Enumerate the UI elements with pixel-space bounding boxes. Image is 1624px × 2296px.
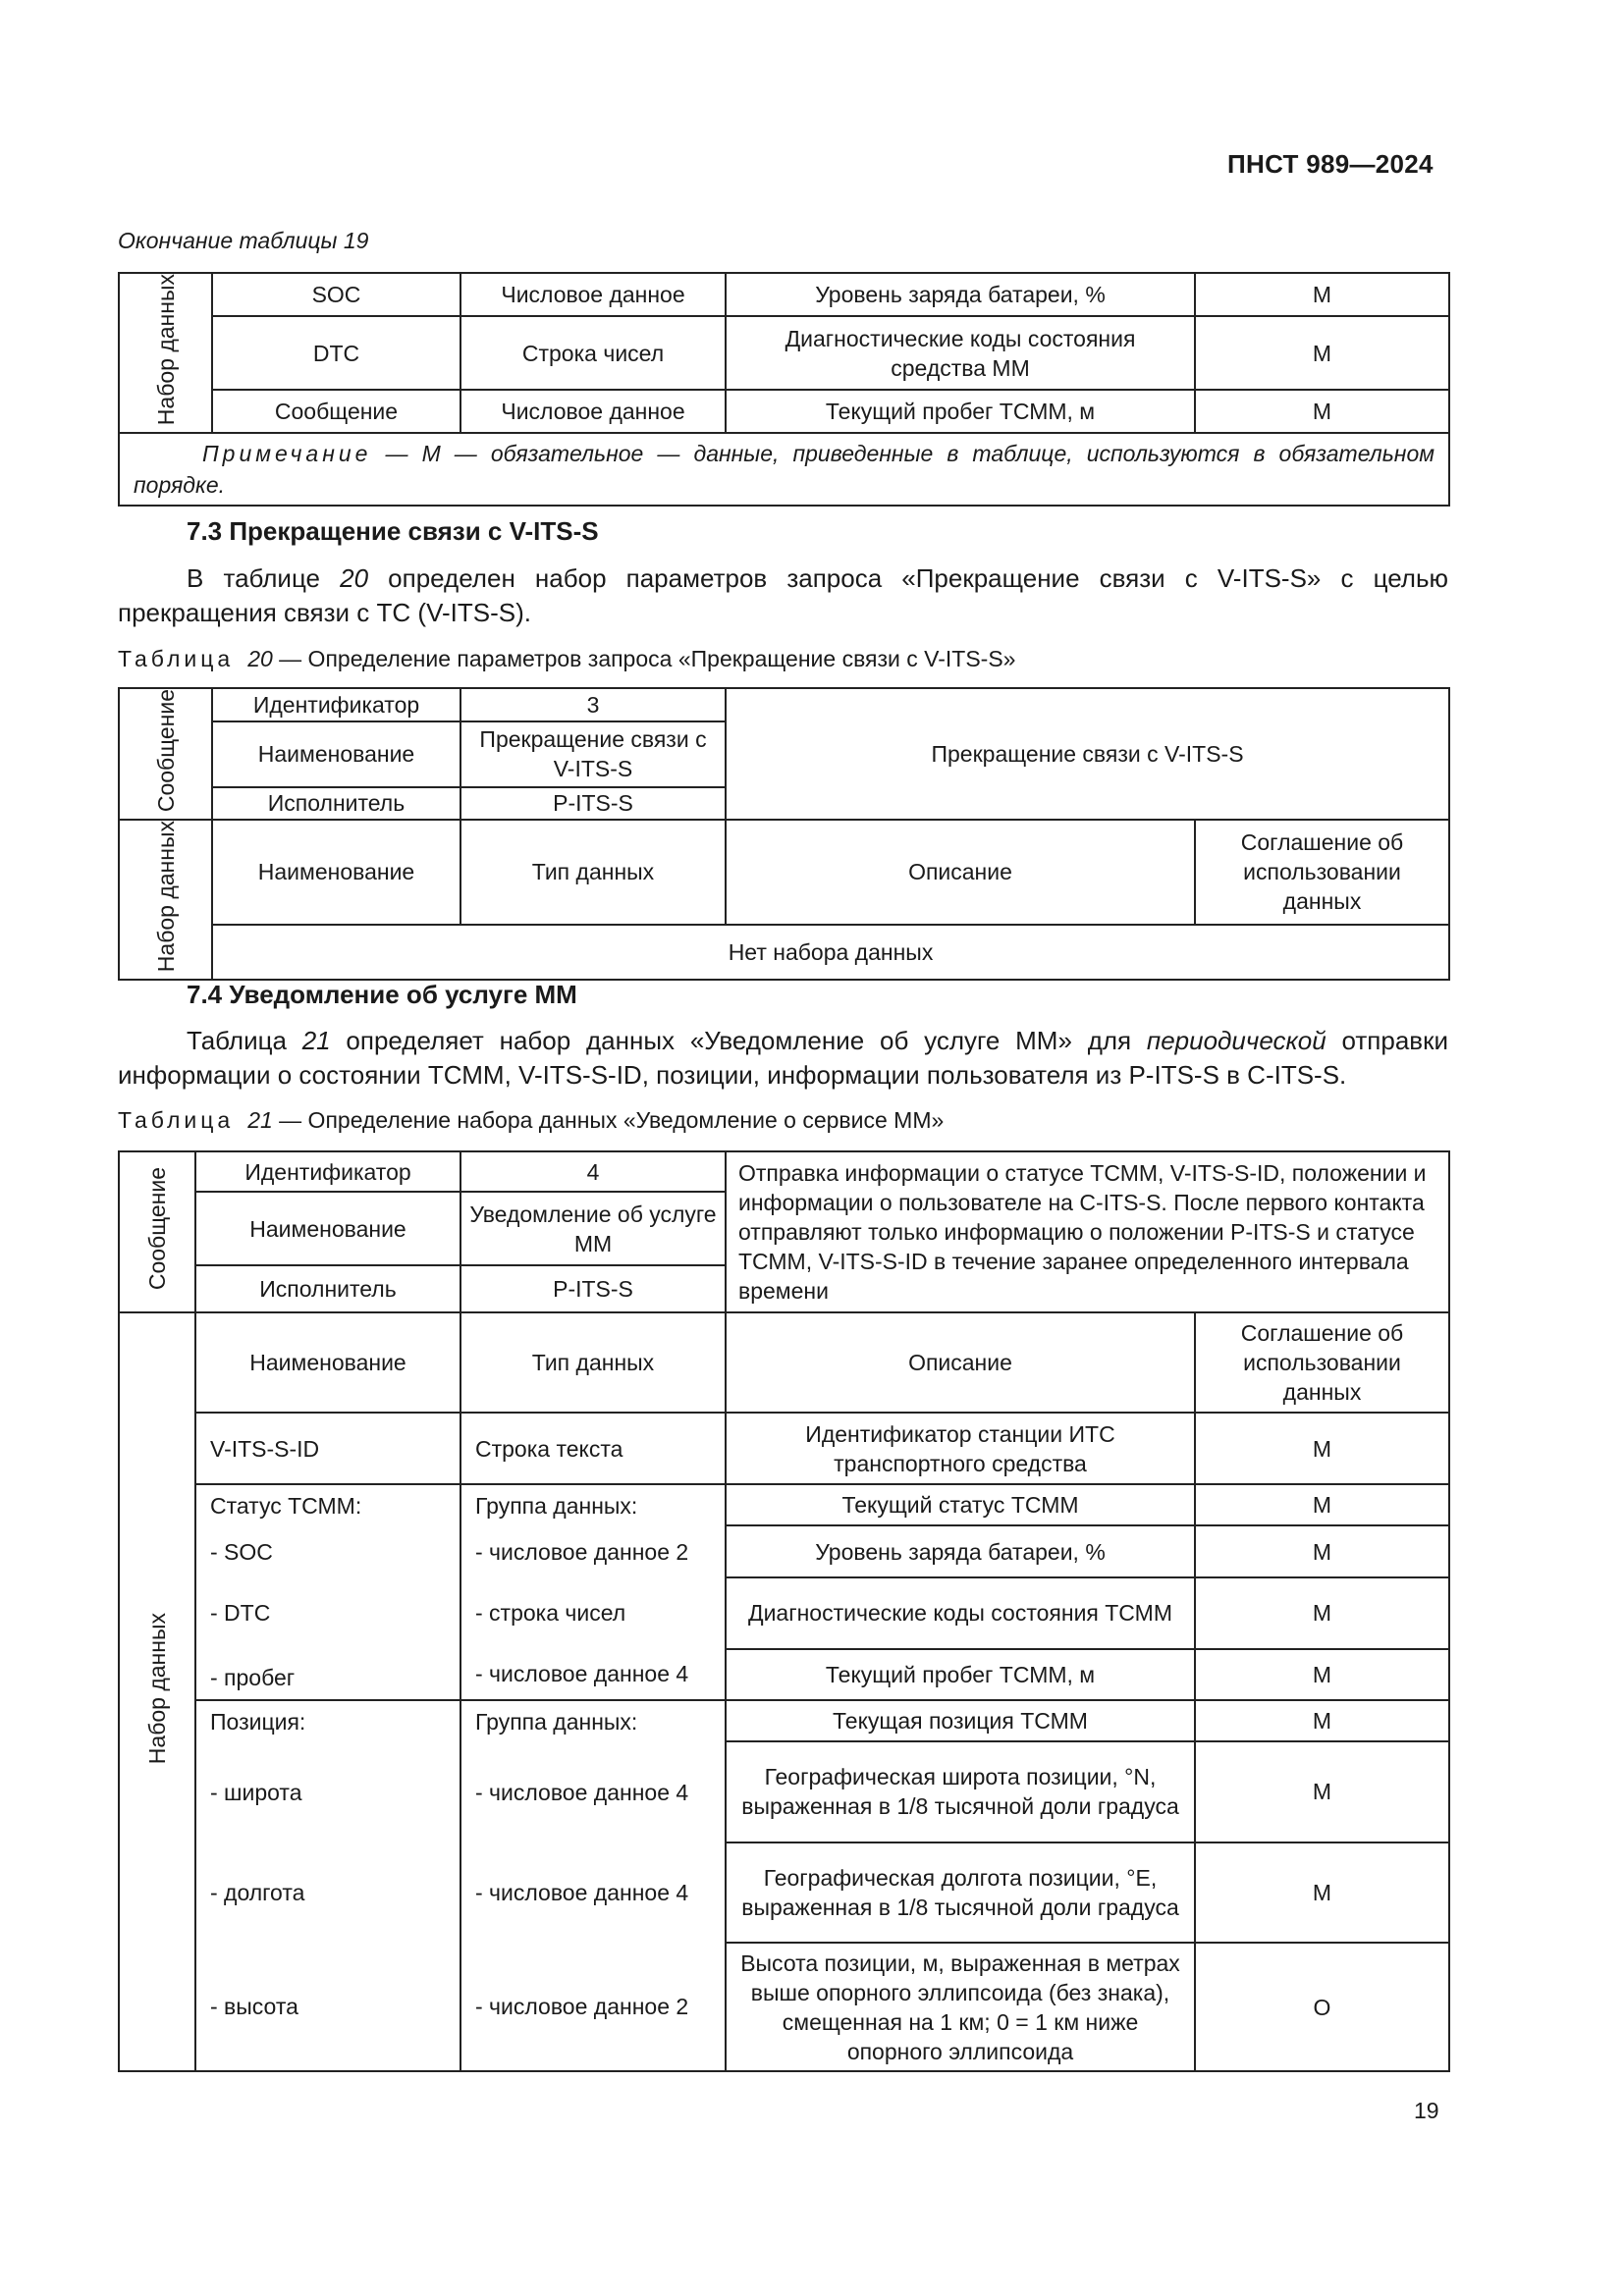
table-row xyxy=(119,925,1449,981)
table-cell: DTC xyxy=(212,316,460,390)
table-21-caption: Таблица 21 — Определение набора данных «Уведомление о сервисе ММ» xyxy=(118,1107,945,1133)
status-item-name: - SOC xyxy=(210,1539,273,1565)
column-header: Наименование xyxy=(195,1312,460,1413)
table-header-row xyxy=(119,820,1449,925)
position-types xyxy=(460,1700,726,2071)
table-cell: Диагностические коды состояния ТСММ xyxy=(726,1577,1195,1649)
table-cell: Текущий статус ТСММ xyxy=(726,1484,1195,1525)
table-cell: Высота позиции, м, выраженная в метрах выше опорного эллипсоида (без знака), смещенная на 1 км; 0 = 1 км ниже опорного эллипсоида xyxy=(726,1943,1195,2071)
table-cell: Строка текста xyxy=(460,1413,726,1484)
message-description: Прекращение связи с V-ITS-S xyxy=(726,688,1449,820)
table-cell: Наименование xyxy=(195,1192,460,1265)
table-cell: Текущая позиция ТСММ xyxy=(726,1700,1195,1741)
table-20 xyxy=(118,687,1450,981)
table-row xyxy=(119,316,1449,390)
position-item-type: - числовое данное 4 xyxy=(475,1780,689,1805)
status-names xyxy=(195,1484,460,1700)
table-cell: Строка чисел xyxy=(460,316,726,390)
status-item-type: - числовое данное 2 xyxy=(475,1539,689,1565)
status-types xyxy=(460,1484,726,1700)
group-label: Сообщение xyxy=(119,688,212,820)
table-cell: Текущий пробег ТСММ, м xyxy=(726,390,1195,433)
empty-dataset: Нет набора данных xyxy=(212,925,1449,981)
table-cell: Наименование xyxy=(212,721,460,787)
group-label: Набор данных xyxy=(119,820,212,980)
table-row xyxy=(119,390,1449,433)
status-item-name: - DTC xyxy=(210,1600,271,1626)
table-cell: M xyxy=(1195,1484,1449,1525)
position-item-name: - долгота xyxy=(210,1880,305,1905)
table-header-row xyxy=(119,1312,1449,1413)
position-item-name: - широта xyxy=(210,1780,302,1805)
status-type: Группа данных: xyxy=(475,1493,638,1519)
column-header: Соглашение об использовании данных xyxy=(1195,1312,1449,1413)
column-header: Наименование xyxy=(212,820,460,925)
table-cell: Идентификатор xyxy=(195,1151,460,1192)
table-cell: Уровень заряда батареи, % xyxy=(726,1525,1195,1576)
position-type: Группа данных: xyxy=(475,1709,638,1735)
table-cell: M xyxy=(1195,316,1449,390)
table-note-row xyxy=(119,433,1449,506)
table-cell: M xyxy=(1195,1741,1449,1842)
paragraph-7-4: Таблица 21 определяет набор данных «Уведомление об услуге ММ» для периодической отправки информации о состоянии ТСММ, V-ITS-S-ID, позиции, информации пользователя из P-ITS-S в C-ITS-S. xyxy=(118,1026,1449,1090)
table-note xyxy=(119,433,1449,506)
column-header: Тип данных xyxy=(460,1312,726,1413)
table-cell: M xyxy=(1195,1700,1449,1741)
table-cell: Прекращение связи с V-ITS-S xyxy=(460,721,726,787)
table-cell: Числовое данное xyxy=(460,390,726,433)
status-item-type: - числовое данное 4 xyxy=(475,1661,689,1686)
paragraph-7-3: В таблице 20 определен набор параметров запроса «Прекращение связи с V-ITS-S» с целью прекращения связи с ТС (V-ITS-S). xyxy=(118,563,1449,627)
table-cell: O xyxy=(1195,1943,1449,2071)
table-cell: M xyxy=(1195,273,1449,316)
section-heading-7-4: 7.4 Уведомление об услуге ММ xyxy=(187,980,577,1009)
table-21 xyxy=(118,1150,1450,2072)
table-cell: V-ITS-S-ID xyxy=(195,1413,460,1484)
column-header: Описание xyxy=(726,1312,1195,1413)
table-cell: Уведомление об услуге ММ xyxy=(460,1192,726,1265)
table-cell: Текущий пробег ТСММ, м xyxy=(726,1649,1195,1701)
table-cell: Диагностические коды состояния средства ММ xyxy=(726,316,1195,390)
table-cell: SOC xyxy=(212,273,460,316)
table-cell: 4 xyxy=(460,1151,726,1192)
table-20-caption: Таблица 20 — Определение параметров запроса «Прекращение связи с V-ITS-S» xyxy=(118,646,1016,671)
table-cell: Исполнитель xyxy=(212,787,460,821)
table-cell: Географическая долгота позиции, °E, выраженная в 1/8 тысячной доли градуса xyxy=(726,1842,1195,1944)
table-cell: Сообщение xyxy=(212,390,460,433)
table-cell: M xyxy=(1195,1413,1449,1484)
table-cell: P-ITS-S xyxy=(460,1265,726,1312)
table-row xyxy=(119,688,1449,721)
column-header: Соглашение об использовании данных xyxy=(1195,820,1449,925)
table-row xyxy=(119,1700,1449,1741)
position-item-type: - числовое данное 4 xyxy=(475,1880,689,1905)
document-code: ПНСТ 989—2024 xyxy=(1227,149,1434,179)
table-cell: Географическая широта позиции, °N, выраженная в 1/8 тысячной доли градуса xyxy=(726,1741,1195,1842)
table-cell: M xyxy=(1195,1842,1449,1944)
note-head: Примечание xyxy=(202,441,372,467)
table-row xyxy=(119,273,1449,316)
table-cell: M xyxy=(1195,1649,1449,1701)
group-label: Набор данных xyxy=(119,273,212,433)
table-19-end xyxy=(118,272,1450,507)
status-name: Статус ТСММ: xyxy=(210,1493,362,1519)
table-row xyxy=(119,1151,1449,1192)
table-row xyxy=(119,1413,1449,1484)
status-item-type: - строка чисел xyxy=(475,1600,626,1626)
table-cell: M xyxy=(1195,1525,1449,1576)
group-label: Сообщение xyxy=(119,1151,195,1312)
status-item-name: - пробег xyxy=(210,1665,296,1690)
column-header: Тип данных xyxy=(460,820,726,925)
message-description: Отправка информации о статусе ТСММ, V-ITS-S-ID, положении и информации о пользователе на C-ITS-S. После первого контакта отправляют только информацию о положении P-ITS-S и статусе ТСММ, V-ITS-S-ID в течение заранее определенного интервала времени xyxy=(726,1151,1449,1312)
table-cell: Уровень заряда батареи, % xyxy=(726,273,1195,316)
position-name: Позиция: xyxy=(210,1709,306,1735)
table-continuation-label: Окончание таблицы 19 xyxy=(118,228,369,253)
position-names xyxy=(195,1700,460,2071)
table-cell: 3 xyxy=(460,688,726,721)
table-cell: Идентификатор станции ИТС транспортного средства xyxy=(726,1413,1195,1484)
position-item-type: - числовое данное 2 xyxy=(475,1994,689,2019)
table-cell: Исполнитель xyxy=(195,1265,460,1312)
section-heading-7-3: 7.3 Прекращение связи с V-ITS-S xyxy=(187,516,599,546)
page-number: 19 xyxy=(1414,2098,1439,2123)
table-cell: M xyxy=(1195,390,1449,433)
group-label: Набор данных xyxy=(119,1312,195,2071)
table-cell: Идентификатор xyxy=(212,688,460,721)
note-text: — M — обязательное — данные, приведенные в таблице, используются в обязательном порядке. xyxy=(134,441,1435,499)
table-cell: P-ITS-S xyxy=(460,787,726,821)
position-item-name: - высота xyxy=(210,1994,298,2019)
table-cell: M xyxy=(1195,1577,1449,1649)
table-row xyxy=(119,1484,1449,1525)
table-cell: Числовое данное xyxy=(460,273,726,316)
column-header: Описание xyxy=(726,820,1195,925)
